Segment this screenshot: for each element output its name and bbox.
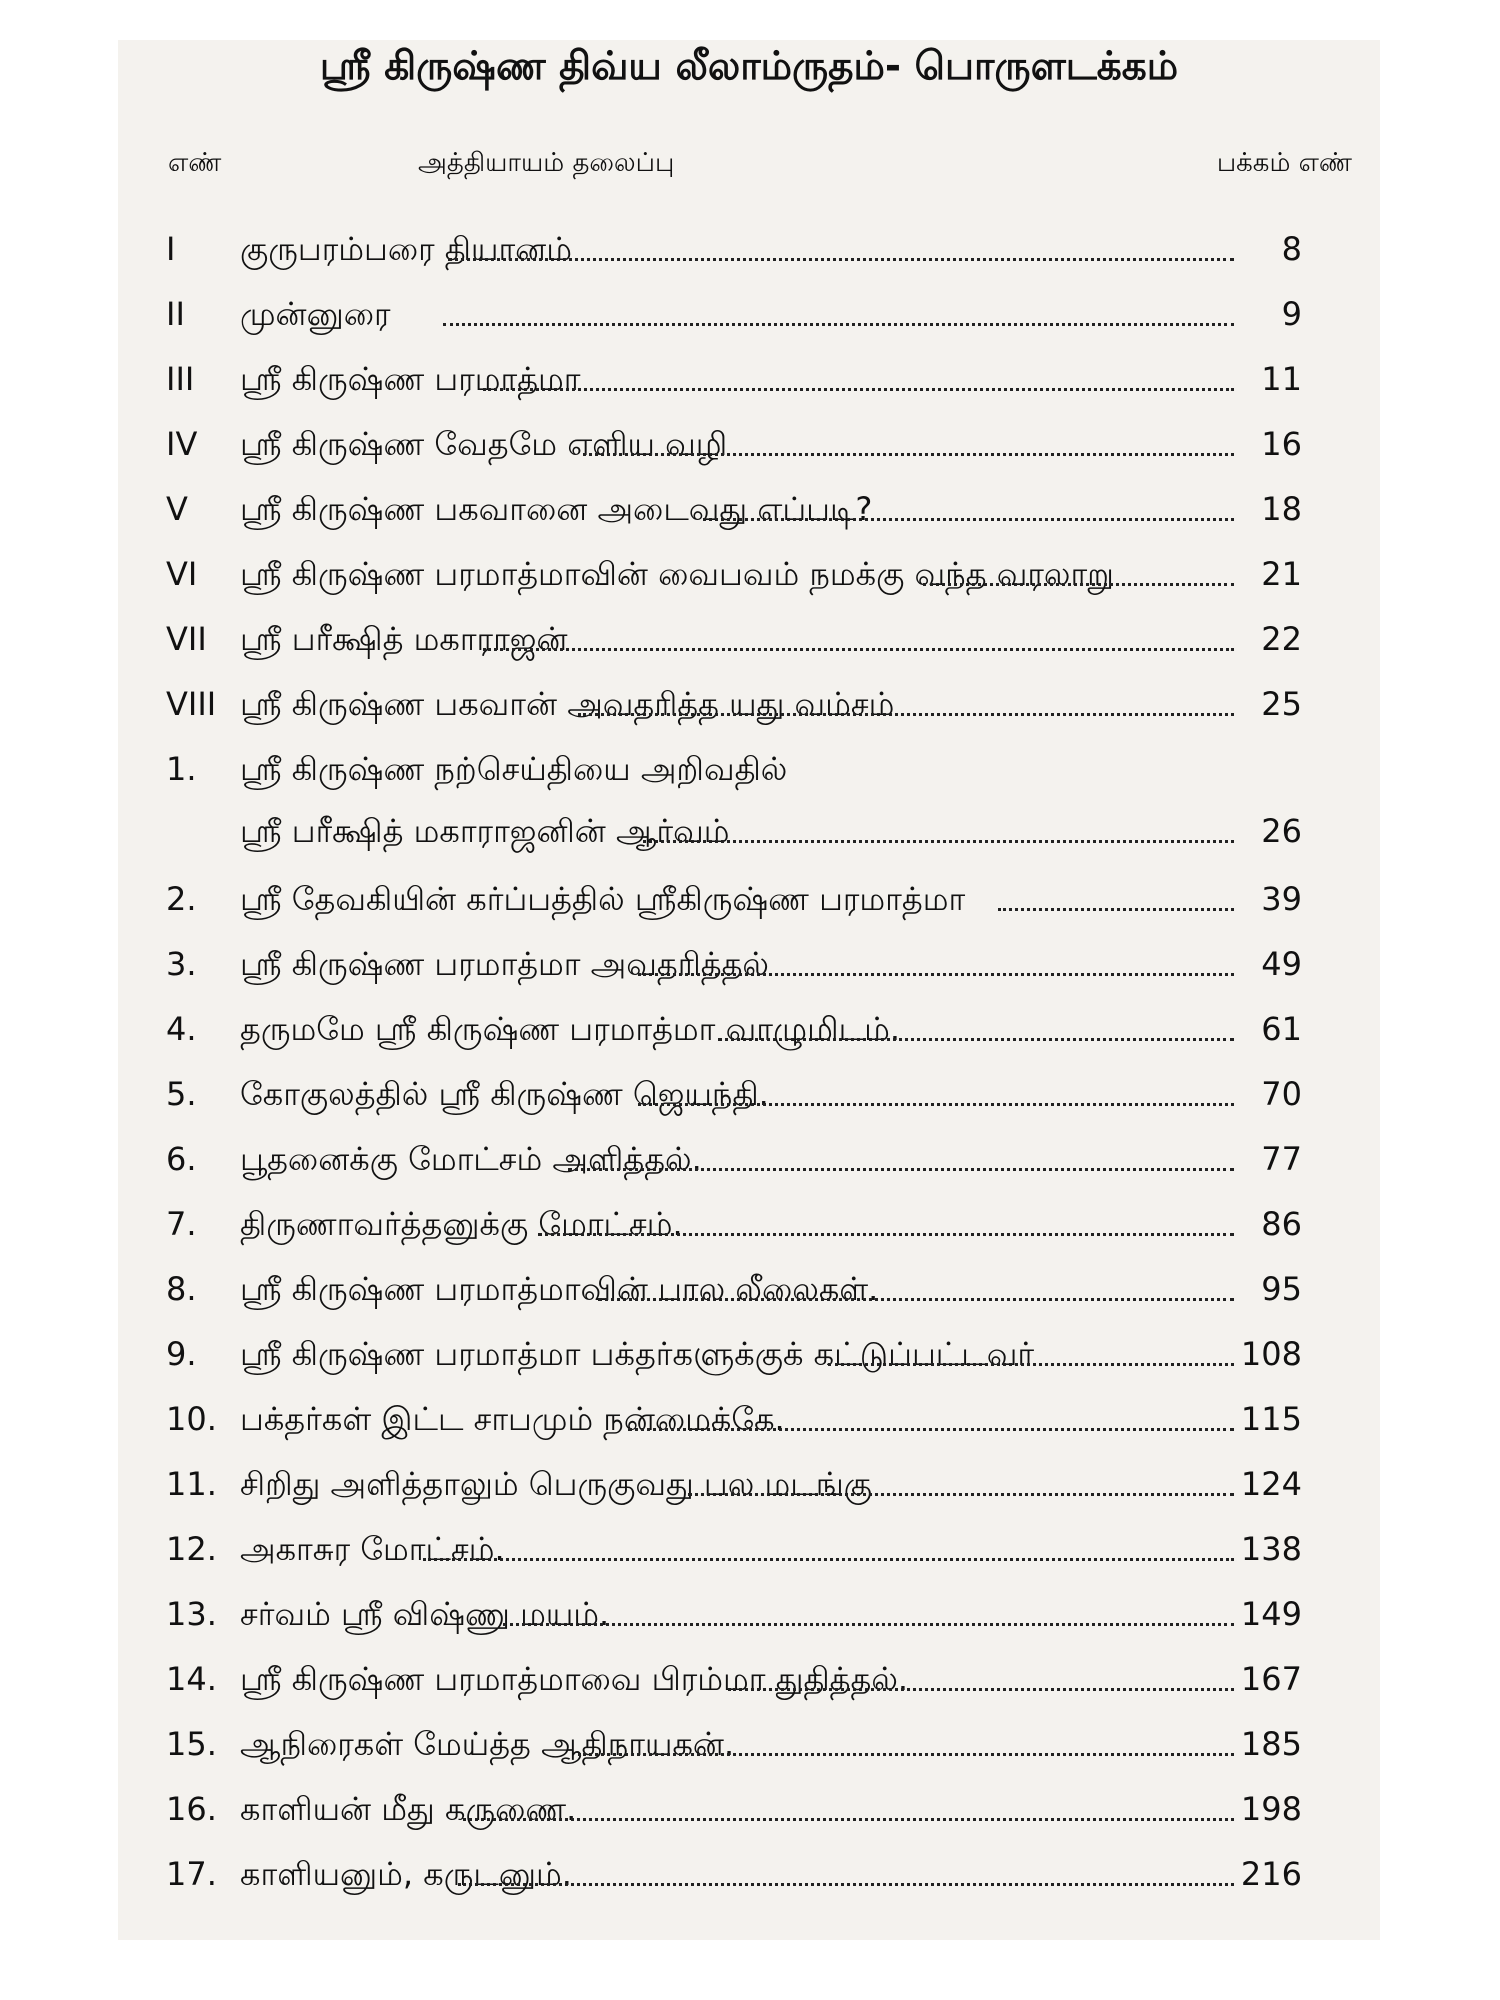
- toc-row: [118, 230, 1380, 290]
- dot-leader: [578, 1753, 1234, 1756]
- toc-page-number: 21: [1261, 555, 1302, 593]
- dot-leader: [578, 713, 1234, 716]
- toc-number: IV: [166, 425, 198, 463]
- toc-row: [118, 1010, 1380, 1070]
- dot-leader: [458, 1883, 1234, 1886]
- toc-title: அகாசுர மோட்சம்.: [240, 1530, 505, 1568]
- toc-row: [118, 1855, 1380, 1915]
- dot-leader: [718, 1038, 1234, 1041]
- dot-leader: [568, 1168, 1234, 1171]
- toc-title: ஸ்ரீ கிருஷ்ண வேதமே எளிய வழி: [240, 425, 728, 463]
- toc-title: காளியன் மீது கருணை.: [240, 1790, 577, 1828]
- toc-page-number: 22: [1261, 620, 1302, 658]
- dot-leader: [448, 258, 1234, 261]
- dot-leader: [638, 973, 1234, 976]
- toc-row: [118, 1140, 1380, 1200]
- toc-row: [118, 1075, 1380, 1135]
- toc-title-continued: ஸ்ரீ பரீக்ஷித் மகாராஜனின் ஆர்வம்: [240, 812, 730, 850]
- toc-row: [118, 360, 1380, 420]
- toc-number: 4.: [166, 1010, 197, 1048]
- page-title: ஸ்ரீ கிருஷ்ண திவ்ய லீலாம்ருதம்- பொருளடக்கம்: [319, 44, 1179, 89]
- toc-number: 6.: [166, 1140, 197, 1178]
- toc-title: ஸ்ரீ தேவகியின் கர்ப்பத்தில் ஸ்ரீகிருஷ்ண பரமாத்மா: [240, 880, 966, 918]
- toc-row: [118, 750, 1380, 850]
- toc-title: சர்வம் ஸ்ரீ விஷ்ணு மயம்.: [240, 1595, 610, 1633]
- dot-leader: [483, 648, 1234, 651]
- dot-leader: [583, 453, 1234, 456]
- toc-title: ஸ்ரீ கிருஷ்ண பரமாத்மாவின் பால லீலைகள்.: [240, 1270, 879, 1308]
- toc-number: III: [166, 360, 195, 398]
- toc-title: ஸ்ரீ கிருஷ்ண பரமாத்மா பக்தர்களுக்குக் கட்டுப்பட்டவர்: [240, 1335, 1035, 1373]
- toc-row: [118, 1595, 1380, 1655]
- toc-number: 10.: [166, 1400, 217, 1438]
- toc-row: [118, 685, 1380, 745]
- dot-leader: [628, 1428, 1234, 1431]
- toc-page-number: 18: [1261, 490, 1302, 528]
- toc-page-number: 77: [1261, 1140, 1302, 1178]
- toc-number: VIII: [166, 685, 217, 723]
- toc-number: 8.: [166, 1270, 197, 1308]
- dot-leader: [643, 840, 1234, 843]
- toc-row: [118, 1205, 1380, 1265]
- toc-number: II: [166, 295, 185, 333]
- header-number: எண்: [168, 148, 222, 178]
- toc-page-number: 149: [1240, 1595, 1302, 1633]
- header-page-number: பக்கம் எண்: [1216, 148, 1352, 178]
- toc-number: 17.: [166, 1855, 217, 1893]
- toc-title: முன்னுரை: [240, 295, 391, 333]
- toc-row: [118, 945, 1380, 1005]
- dot-leader: [638, 1103, 1234, 1106]
- toc-title: திருணாவர்த்தனுக்கு மோட்சம்.: [240, 1205, 683, 1243]
- dot-leader: [923, 583, 1234, 586]
- toc-number: 1.: [166, 750, 197, 788]
- toc-title: ஸ்ரீ கிருஷ்ண பரமாத்மா அவதரித்தல்: [240, 945, 769, 983]
- toc-title: சிறிது அளித்தாலும் பெருகுவது பல மடங்கு: [240, 1465, 872, 1503]
- toc-row: [118, 1335, 1380, 1395]
- toc-number: 11.: [166, 1465, 217, 1503]
- toc-row: [118, 1725, 1380, 1785]
- toc-number: 7.: [166, 1205, 197, 1243]
- toc-page-number: 26: [1261, 812, 1302, 850]
- toc-row: [118, 425, 1380, 485]
- toc-number: 15.: [166, 1725, 217, 1763]
- toc-title: ஸ்ரீ கிருஷ்ண பரமாத்மாவை பிரம்மா துதித்தல்.: [240, 1660, 909, 1698]
- toc-number: 14.: [166, 1660, 217, 1698]
- dot-leader: [598, 1298, 1234, 1301]
- toc-title: ஸ்ரீ கிருஷ்ண நற்செய்தியை அறிவதில்: [240, 750, 788, 788]
- dot-leader: [423, 1558, 1234, 1561]
- toc-page-number: 61: [1261, 1010, 1302, 1048]
- toc-row: [118, 1660, 1380, 1720]
- toc-number: V: [166, 490, 188, 528]
- toc-page-number: 25: [1261, 685, 1302, 723]
- dot-leader: [688, 1493, 1234, 1496]
- toc-number: 16.: [166, 1790, 217, 1828]
- dot-leader: [703, 518, 1234, 521]
- toc-number: VI: [166, 555, 198, 593]
- toc-row: [118, 620, 1380, 680]
- toc-page-number: 49: [1261, 945, 1302, 983]
- toc-row: [118, 1400, 1380, 1460]
- toc-number: VII: [166, 620, 207, 658]
- toc-title: காளியனும், கருடனும்.: [240, 1855, 572, 1893]
- dot-leader: [503, 1623, 1234, 1626]
- toc-row: [118, 1465, 1380, 1525]
- toc-title: ஸ்ரீ கிருஷ்ண பரமாத்மா: [240, 360, 581, 398]
- header-chapter-title: அத்தியாயம் தலைப்பு: [418, 148, 675, 178]
- toc-title: ஸ்ரீ பரீக்ஷித் மகாராஜன்: [240, 620, 568, 658]
- toc-row: [118, 555, 1380, 615]
- dot-leader: [538, 1233, 1234, 1236]
- toc-page-number: 124: [1240, 1465, 1302, 1503]
- toc-number: 2.: [166, 880, 197, 918]
- toc-row: [118, 295, 1380, 355]
- toc-page-number: 8: [1281, 230, 1302, 268]
- document-page: [118, 40, 1380, 1940]
- dot-leader: [828, 1363, 1234, 1366]
- toc-page-number: 216: [1240, 1855, 1302, 1893]
- toc-page-number: 185: [1240, 1725, 1302, 1763]
- toc-title: பக்தர்கள் இட்ட சாபமும் நன்மைக்கே.: [240, 1400, 785, 1438]
- dot-leader: [998, 908, 1234, 911]
- toc-number: 12.: [166, 1530, 217, 1568]
- toc-page-number: 39: [1261, 880, 1302, 918]
- toc-row: [118, 1270, 1380, 1330]
- toc-title: கோகுலத்தில் ஸ்ரீ கிருஷ்ண ஜெயந்தி.: [240, 1075, 769, 1113]
- toc-title: ஆநிரைகள் மேய்த்த ஆதிநாயகன்.: [240, 1725, 735, 1763]
- toc-row: [118, 490, 1380, 550]
- toc-title: ஸ்ரீ கிருஷ்ண பகவானை அடைவது எப்படி?: [240, 490, 873, 528]
- toc-title: குருபரம்பரை தியானம்: [240, 230, 572, 268]
- toc-row: [118, 1530, 1380, 1590]
- toc-number: 9.: [166, 1335, 197, 1373]
- dot-leader: [728, 1688, 1234, 1691]
- toc-title: ஸ்ரீ கிருஷ்ண பரமாத்மாவின் வைபவம் நமக்கு வந்த வரலாறு: [240, 555, 1114, 593]
- toc-page-number: 16: [1261, 425, 1302, 463]
- toc-number: 3.: [166, 945, 197, 983]
- toc-page-number: 198: [1240, 1790, 1302, 1828]
- toc-page-number: 9: [1281, 295, 1302, 333]
- dot-leader: [463, 1818, 1234, 1821]
- toc-page-number: 86: [1261, 1205, 1302, 1243]
- dot-leader: [483, 388, 1234, 391]
- toc-row: [118, 1790, 1380, 1850]
- toc-page-number: 11: [1261, 360, 1302, 398]
- toc-number: 5.: [166, 1075, 197, 1113]
- toc-row: [118, 880, 1380, 940]
- toc-page-number: 70: [1261, 1075, 1302, 1113]
- toc-title: தருமமே ஸ்ரீ கிருஷ்ண பரமாத்மா வாழுமிடம்.: [240, 1010, 900, 1048]
- toc-number: 13.: [166, 1595, 217, 1633]
- toc-page-number: 95: [1261, 1270, 1302, 1308]
- toc-title: ஸ்ரீ கிருஷ்ண பகவான் அவதரித்த யது வம்சம்: [240, 685, 895, 723]
- toc-page-number: 115: [1240, 1400, 1302, 1438]
- toc-title: பூதனைக்கு மோட்சம் அளித்தல்.: [240, 1140, 702, 1178]
- dot-leader: [443, 323, 1234, 326]
- toc-number: I: [166, 230, 176, 268]
- toc-page-number: 138: [1240, 1530, 1302, 1568]
- toc-page-number: 167: [1240, 1660, 1302, 1698]
- toc-page-number: 108: [1240, 1335, 1302, 1373]
